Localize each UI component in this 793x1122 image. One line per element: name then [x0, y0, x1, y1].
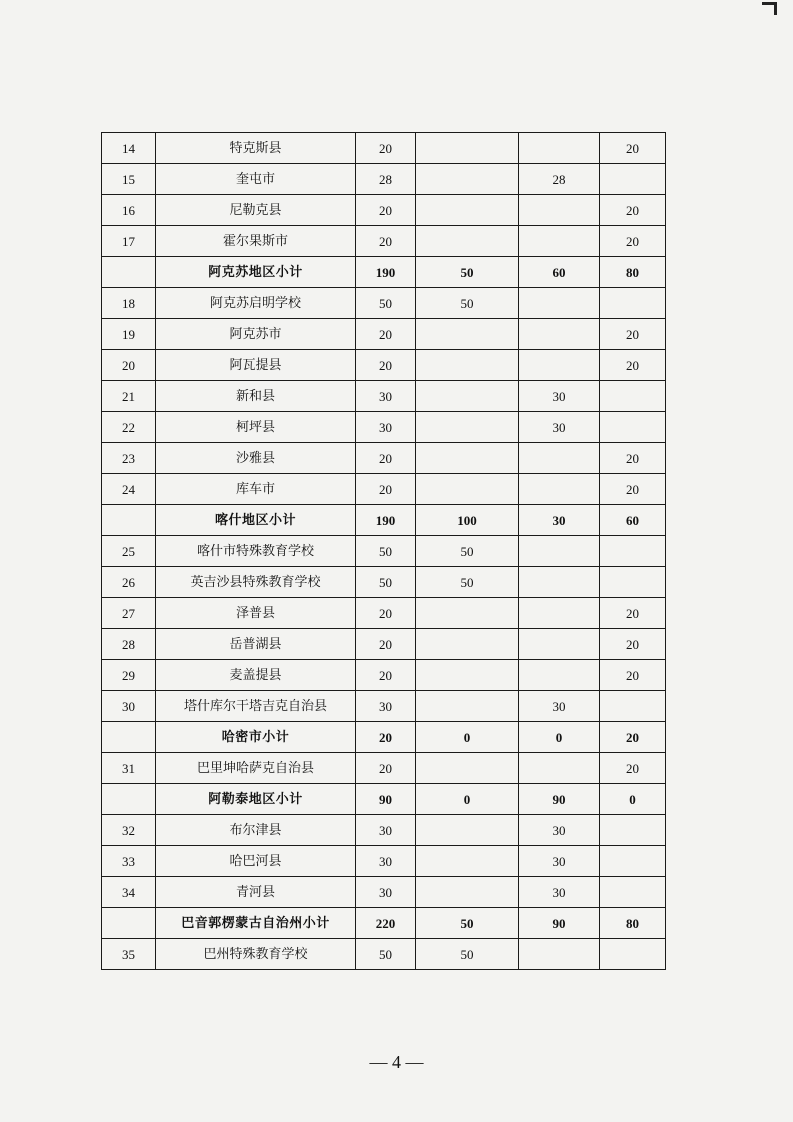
- cell-c: [600, 164, 666, 195]
- cell-b: [519, 319, 600, 350]
- cell-c: 20: [600, 722, 666, 753]
- page-number: — 4 —: [369, 1052, 424, 1072]
- cell-name: 奎屯市: [156, 164, 356, 195]
- table-row: [102, 629, 666, 660]
- cell-total: 20: [356, 195, 416, 226]
- cell-no: 28: [102, 629, 156, 660]
- cell-c: 20: [600, 226, 666, 257]
- cell-name: 特克斯县: [156, 133, 356, 164]
- table-row: [102, 350, 666, 381]
- table-row: [102, 412, 666, 443]
- cell-a: [416, 381, 519, 412]
- cell-a: 50: [416, 257, 519, 288]
- cell-a: [416, 350, 519, 381]
- cell-name: 库车市: [156, 474, 356, 505]
- table-row: [102, 877, 666, 908]
- cell-total: 30: [356, 846, 416, 877]
- cell-total: 50: [356, 536, 416, 567]
- cell-no: 33: [102, 846, 156, 877]
- cell-total: 20: [356, 133, 416, 164]
- cell-total: 190: [356, 257, 416, 288]
- cell-a: 50: [416, 536, 519, 567]
- cell-a: 50: [416, 908, 519, 939]
- cell-name: 青河县: [156, 877, 356, 908]
- cell-b: 30: [519, 691, 600, 722]
- cell-total: 20: [356, 474, 416, 505]
- table-row: [102, 567, 666, 598]
- table-row: [102, 598, 666, 629]
- cell-b: 90: [519, 784, 600, 815]
- cell-no: [102, 505, 156, 536]
- table-row: [102, 753, 666, 784]
- cell-b: 30: [519, 412, 600, 443]
- cell-c: 0: [600, 784, 666, 815]
- table-row: [102, 691, 666, 722]
- cell-b: 30: [519, 877, 600, 908]
- cell-c: [600, 877, 666, 908]
- cell-name: 英吉沙县特殊教育学校: [156, 567, 356, 598]
- cell-a: [416, 319, 519, 350]
- cell-total: 90: [356, 784, 416, 815]
- cell-b: 60: [519, 257, 600, 288]
- cell-total: 20: [356, 226, 416, 257]
- cell-c: [600, 939, 666, 970]
- cell-no: 23: [102, 443, 156, 474]
- cell-a: [416, 195, 519, 226]
- cell-total: 50: [356, 288, 416, 319]
- table-row: [102, 226, 666, 257]
- cell-name: 柯坪县: [156, 412, 356, 443]
- cell-name: 新和县: [156, 381, 356, 412]
- cell-total: 30: [356, 412, 416, 443]
- cell-b: 30: [519, 505, 600, 536]
- cell-a: 50: [416, 939, 519, 970]
- cell-b: [519, 598, 600, 629]
- cell-c: 20: [600, 195, 666, 226]
- cell-name: 尼勒克县: [156, 195, 356, 226]
- cell-no: 29: [102, 660, 156, 691]
- cell-name: 哈密市小计: [156, 722, 356, 753]
- cell-name: 泽普县: [156, 598, 356, 629]
- cell-no: 16: [102, 195, 156, 226]
- cell-c: [600, 381, 666, 412]
- cell-total: 220: [356, 908, 416, 939]
- table-row: [102, 164, 666, 195]
- cell-no: 31: [102, 753, 156, 784]
- cell-a: [416, 443, 519, 474]
- cell-no: 14: [102, 133, 156, 164]
- table-row: [102, 195, 666, 226]
- cell-b: [519, 660, 600, 691]
- cell-a: [416, 877, 519, 908]
- cell-no: [102, 784, 156, 815]
- cell-name: 麦盖提县: [156, 660, 356, 691]
- cell-total: 30: [356, 691, 416, 722]
- cell-name: 阿瓦提县: [156, 350, 356, 381]
- cell-name: 阿勒泰地区小计: [156, 784, 356, 815]
- cell-c: 20: [600, 629, 666, 660]
- cell-c: 20: [600, 474, 666, 505]
- cell-c: 20: [600, 133, 666, 164]
- cell-c: 80: [600, 908, 666, 939]
- table-row: [102, 815, 666, 846]
- cell-c: 20: [600, 350, 666, 381]
- cell-c: [600, 691, 666, 722]
- cell-total: 20: [356, 598, 416, 629]
- subtotal-row: [102, 505, 666, 536]
- cell-b: 0: [519, 722, 600, 753]
- table-row: [102, 381, 666, 412]
- cell-total: 28: [356, 164, 416, 195]
- cell-name: 巴音郭楞蒙古自治州小计: [156, 908, 356, 939]
- cell-a: [416, 629, 519, 660]
- subtotal-row: [102, 908, 666, 939]
- cell-c: 20: [600, 753, 666, 784]
- cell-total: 20: [356, 660, 416, 691]
- cell-a: [416, 691, 519, 722]
- cell-a: 50: [416, 567, 519, 598]
- cell-a: 0: [416, 722, 519, 753]
- cell-a: 100: [416, 505, 519, 536]
- cell-name: 布尔津县: [156, 815, 356, 846]
- cell-name: 喀什市特殊教育学校: [156, 536, 356, 567]
- cell-no: 18: [102, 288, 156, 319]
- table-row: [102, 443, 666, 474]
- cell-b: 28: [519, 164, 600, 195]
- allocation-table: [101, 132, 666, 970]
- cell-name: 阿克苏启明学校: [156, 288, 356, 319]
- cell-name: 哈巴河县: [156, 846, 356, 877]
- cell-name: 喀什地区小计: [156, 505, 356, 536]
- cell-name: 霍尔果斯市: [156, 226, 356, 257]
- cell-c: 80: [600, 257, 666, 288]
- cell-total: 20: [356, 350, 416, 381]
- cell-b: [519, 567, 600, 598]
- cell-b: [519, 753, 600, 784]
- cell-a: 0: [416, 784, 519, 815]
- cell-no: 26: [102, 567, 156, 598]
- cell-c: 20: [600, 660, 666, 691]
- cell-name: 塔什库尔干塔吉克自治县: [156, 691, 356, 722]
- cell-name: 阿克苏地区小计: [156, 257, 356, 288]
- cell-name: 巴里坤哈萨克自治县: [156, 753, 356, 784]
- cell-b: [519, 474, 600, 505]
- cell-total: 30: [356, 381, 416, 412]
- cell-no: [102, 257, 156, 288]
- cell-b: 30: [519, 846, 600, 877]
- table-row: [102, 939, 666, 970]
- cell-name: 沙雅县: [156, 443, 356, 474]
- cell-a: [416, 133, 519, 164]
- cell-b: [519, 536, 600, 567]
- table-body: [102, 133, 666, 970]
- cell-a: [416, 660, 519, 691]
- cell-b: [519, 288, 600, 319]
- cell-c: [600, 536, 666, 567]
- cell-no: 24: [102, 474, 156, 505]
- cell-no: [102, 722, 156, 753]
- cell-c: [600, 412, 666, 443]
- cell-no: 15: [102, 164, 156, 195]
- cell-no: 32: [102, 815, 156, 846]
- cell-a: [416, 164, 519, 195]
- table-row: [102, 319, 666, 350]
- cell-no: 20: [102, 350, 156, 381]
- cell-a: [416, 598, 519, 629]
- cell-name: 阿克苏市: [156, 319, 356, 350]
- cell-no: 35: [102, 939, 156, 970]
- subtotal-row: [102, 784, 666, 815]
- cell-c: 60: [600, 505, 666, 536]
- table-row: [102, 474, 666, 505]
- cell-no: 27: [102, 598, 156, 629]
- cell-total: 20: [356, 722, 416, 753]
- cell-c: 20: [600, 319, 666, 350]
- subtotal-row: [102, 257, 666, 288]
- cell-a: 50: [416, 288, 519, 319]
- subtotal-row: [102, 722, 666, 753]
- cell-no: 34: [102, 877, 156, 908]
- table-row: [102, 660, 666, 691]
- cell-b: [519, 226, 600, 257]
- cell-b: [519, 629, 600, 660]
- cell-name: 巴州特殊教育学校: [156, 939, 356, 970]
- cell-a: [416, 815, 519, 846]
- cell-a: [416, 226, 519, 257]
- table-row: [102, 846, 666, 877]
- scan-corner-mark: [762, 2, 777, 15]
- cell-total: 190: [356, 505, 416, 536]
- cell-no: 17: [102, 226, 156, 257]
- cell-b: 30: [519, 815, 600, 846]
- cell-b: [519, 350, 600, 381]
- cell-c: [600, 567, 666, 598]
- cell-total: 50: [356, 567, 416, 598]
- cell-total: 20: [356, 629, 416, 660]
- cell-b: [519, 443, 600, 474]
- cell-b: 30: [519, 381, 600, 412]
- cell-c: 20: [600, 443, 666, 474]
- cell-total: 20: [356, 443, 416, 474]
- cell-a: [416, 753, 519, 784]
- cell-a: [416, 846, 519, 877]
- cell-b: [519, 195, 600, 226]
- table-row: [102, 536, 666, 567]
- cell-no: 30: [102, 691, 156, 722]
- cell-a: [416, 474, 519, 505]
- cell-name: 岳普湖县: [156, 629, 356, 660]
- cell-b: [519, 939, 600, 970]
- cell-c: 20: [600, 598, 666, 629]
- cell-total: 20: [356, 319, 416, 350]
- cell-no: [102, 908, 156, 939]
- cell-no: 19: [102, 319, 156, 350]
- table-row: [102, 133, 666, 164]
- cell-no: 25: [102, 536, 156, 567]
- cell-total: 30: [356, 815, 416, 846]
- cell-b: [519, 133, 600, 164]
- cell-total: 30: [356, 877, 416, 908]
- cell-total: 20: [356, 753, 416, 784]
- cell-c: [600, 846, 666, 877]
- cell-no: 22: [102, 412, 156, 443]
- cell-no: 21: [102, 381, 156, 412]
- cell-b: 90: [519, 908, 600, 939]
- cell-c: [600, 288, 666, 319]
- cell-c: [600, 815, 666, 846]
- cell-total: 50: [356, 939, 416, 970]
- cell-a: [416, 412, 519, 443]
- table-row: [102, 288, 666, 319]
